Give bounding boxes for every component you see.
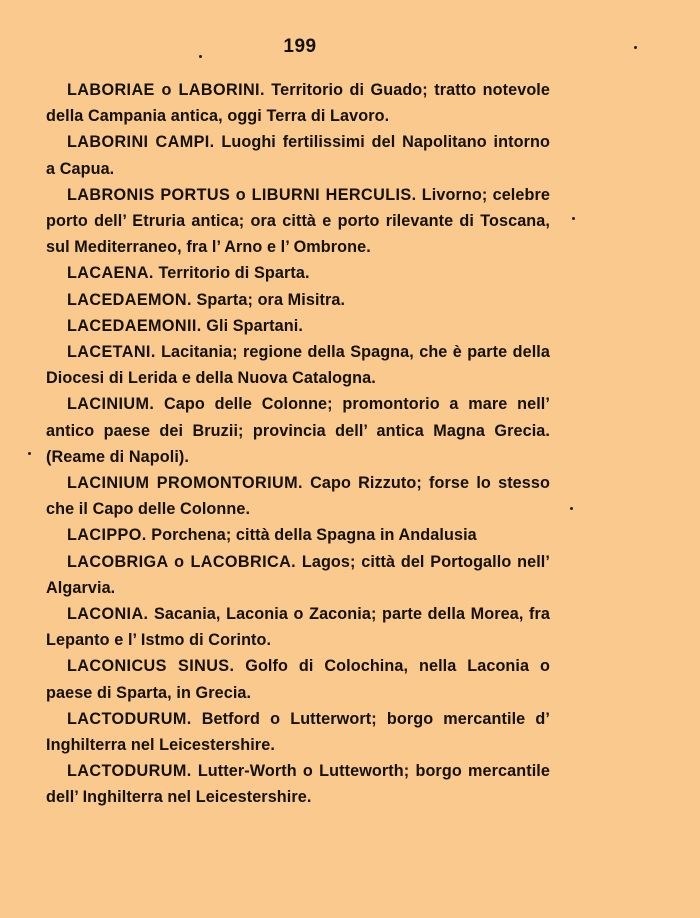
entry (46, 758, 550, 810)
scan-speck (572, 217, 575, 220)
entry-headword: LACETANI. (67, 343, 156, 362)
entry-definition: Lagos; città del Portogallo nell’ Algarvia. (46, 552, 550, 597)
scan-speck (634, 46, 637, 49)
entry (46, 313, 550, 339)
entry-definition: Livorno; celebre porto dell’ Etruria antica; ora città e porto rilevante di Toscana, sul Mediterraneo, fra l’ Arno e l’ Ombrone. (46, 185, 550, 257)
scan-speck (570, 507, 573, 510)
entry-definition: Luoghi fertilissimi del Napolitano intorno a Capua. (46, 133, 550, 178)
entry-headword: LABORINI CAMPI. (67, 133, 215, 152)
entry-headword: LABORIAE o LABORINI. (67, 81, 265, 99)
entry (46, 129, 550, 181)
entry-definition: Territorio di Guado; tratto notevole della Campania antica, oggi Terra di Lavoro. (46, 81, 551, 126)
entry (46, 706, 550, 758)
entry-definition: Golfo di Colochina, nella Laconia o paese di Sparta, in Grecia. (46, 657, 550, 702)
entry-definition: Capo delle Colonne; promontorio a mare nell’ antico paese dei Bruzii; provincia dell’ antica Magna Grecia. (Reame di Napoli). (46, 395, 550, 466)
entry-headword: LACIPPO. (67, 526, 147, 545)
entry (46, 522, 550, 548)
entry-definition: Capo Rizzuto; forse lo stesso che il Capo delle Colonne. (46, 474, 550, 519)
entry (46, 601, 550, 653)
entry (46, 339, 550, 391)
dictionary-entries (46, 77, 550, 811)
scan-speck (28, 452, 31, 455)
entry-definition: Gli Spartani. (201, 316, 303, 335)
entry-headword: LABRONIS PORTUS o LIBURNI HERCULIS. (67, 185, 417, 204)
entry-definition: Territorio di Sparta. (153, 264, 310, 283)
entry (46, 653, 550, 705)
page-number: 199 (283, 36, 317, 57)
entry (46, 391, 550, 470)
entry-headword: LACONICUS SINUS. (67, 657, 235, 676)
entry (46, 287, 550, 313)
scan-speck (199, 55, 202, 58)
entry-definition: Betford o Lutterwort; borgo mercantile d’ Inghilterra nel Leicestershire. (46, 709, 550, 755)
entry-definition: Lutter-Worth o Lutteworth; borgo mercantile dell’ Inghilterra nel Leicestershire. (46, 762, 550, 807)
entry-headword: LACONIA. (67, 605, 149, 624)
entry (46, 260, 550, 286)
entry-headword: LACAENA. (67, 264, 154, 283)
entry (46, 77, 550, 129)
entry-definition: Sacania, Laconia o Zaconia; parte della Morea, fra Lepanto e l’ Istmo di Corinto. (46, 605, 550, 650)
entry-headword: LACINIUM. (67, 395, 155, 414)
entry-headword: LACTODURUM. (67, 709, 192, 728)
entry (46, 182, 550, 261)
entry-definition: Sparta; ora Misitra. (191, 290, 346, 309)
entry (46, 549, 550, 601)
entry-headword: LACINIUM PROMONTORIUM. (67, 474, 303, 493)
entry-headword: LACTODURUM. (67, 762, 192, 781)
entry-headword: LACOBRIGA o LACOBRICA. (67, 552, 297, 571)
entry-definition: Porchena; città della Spagna in Andalusia (146, 526, 477, 545)
entry-headword: LACEDAEMON. (67, 290, 192, 309)
entry-headword: LACEDAEMONII. (67, 316, 202, 335)
entry-definition: Lacitania; regione della Spagna, che è parte della Diocesi di Lerida e della Nuova Catalogna. (46, 343, 550, 388)
entry (46, 470, 550, 522)
